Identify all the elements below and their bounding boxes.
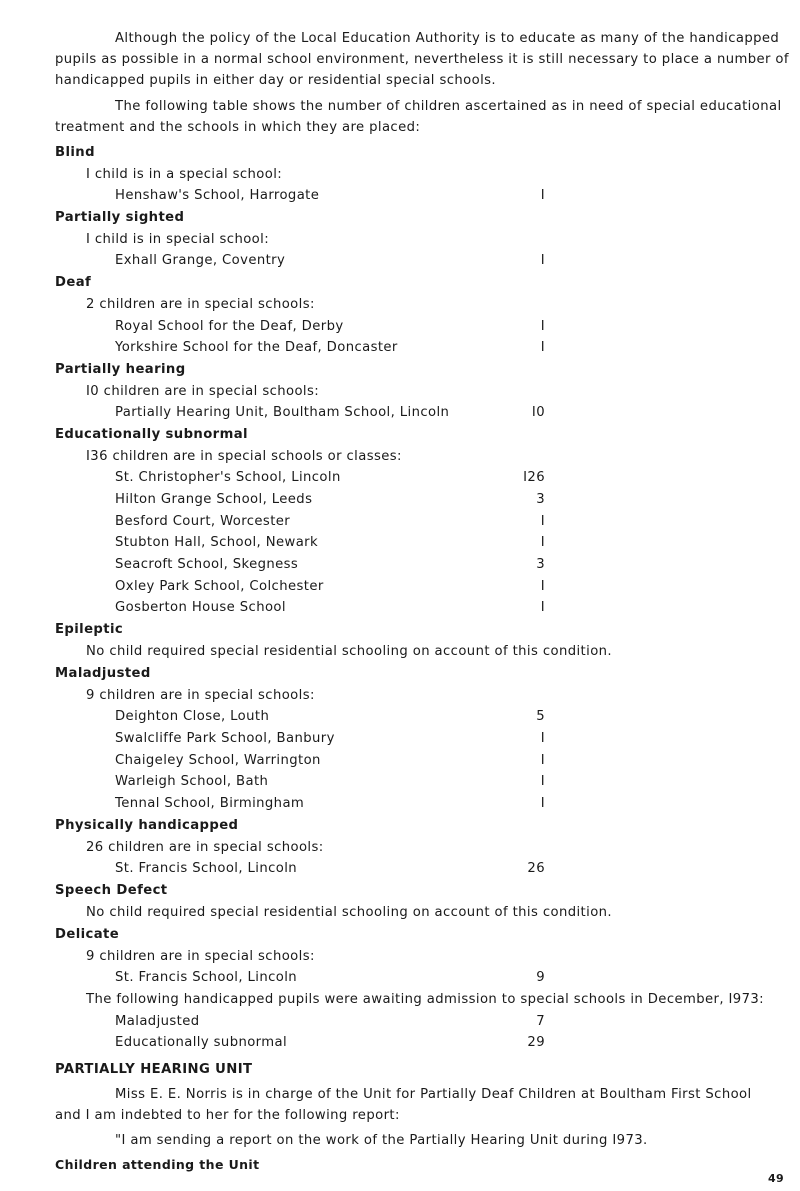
school-name: Chaigeley School, Warrington — [115, 753, 321, 768]
school-count: 26 — [527, 861, 545, 876]
section-summary: I child is in a special school: — [86, 167, 283, 182]
phu-paragraph-line: Miss E. E. Norris is in charge of the Unit for Partially Deaf Children at Boultham First School — [115, 1087, 752, 1102]
page-number: 49 — [768, 1172, 785, 1185]
section-heading: Physically handicapped — [55, 818, 239, 833]
school-count: I — [540, 600, 545, 615]
school-count: I — [540, 535, 545, 550]
awaiting-text: The following handicapped pupils were awaiting admission to special schools in December, I973: — [86, 992, 765, 1007]
awaiting-count: 29 — [527, 1035, 545, 1050]
school-count: 3 — [536, 492, 545, 507]
school-name: Henshaw's School, Harrogate — [115, 188, 320, 203]
section-heading: Delicate — [55, 927, 120, 942]
school-name: Stubton Hall, School, Newark — [115, 535, 319, 550]
phu-subheading: Children attending the Unit — [55, 1157, 260, 1172]
awaiting-count: 7 — [536, 1014, 545, 1029]
intro-line: pupils as possible in a normal school environment, nevertheless it is still necessary to place a number of — [55, 52, 789, 67]
section-heading: Partially sighted — [55, 210, 185, 225]
awaiting-label: Maladjusted — [115, 1014, 200, 1029]
section-heading: Partially hearing — [55, 362, 186, 377]
intro-line: handicapped pupils in either day or residential special schools. — [55, 73, 496, 88]
phu-paragraph-line: and I am indebted to her for the following report: — [55, 1108, 400, 1123]
school-name: Seacroft School, Skegness — [115, 557, 299, 572]
section-summary: 9 children are in special schools: — [86, 949, 315, 964]
school-count: I — [540, 753, 545, 768]
school-name: Deighton Close, Louth — [115, 709, 270, 724]
phu-quote: "I am sending a report on the work of the Partially Hearing Unit during I973. — [115, 1133, 648, 1148]
school-name: St. Francis School, Lincoln — [115, 970, 298, 985]
section-summary: 2 children are in special schools: — [86, 297, 315, 312]
section-heading: Epileptic — [55, 622, 124, 637]
intro-line: The following table shows the number of children ascertained as in need of special educational — [115, 99, 782, 114]
school-name: Royal School for the Deaf, Derby — [115, 319, 344, 334]
section-summary: No child required special residential schooling on account of this condition. — [86, 905, 613, 920]
school-count: I — [540, 579, 545, 594]
school-name: St. Christopher's School, Lincoln — [115, 470, 341, 485]
school-count: I — [540, 796, 545, 811]
school-name: Partially Hearing Unit, Boultham School, Lincoln — [115, 405, 450, 420]
intro-line: Although the policy of the Local Education Authority is to educate as many of the handicapped — [115, 31, 780, 46]
school-count: I0 — [531, 405, 545, 420]
school-name: Exhall Grange, Coventry — [115, 253, 286, 268]
school-name: Warleigh School, Bath — [115, 774, 269, 789]
school-count: 5 — [536, 709, 545, 724]
section-heading: Educationally subnormal — [55, 427, 248, 442]
school-count: 3 — [536, 557, 545, 572]
school-name: Yorkshire School for the Deaf, Doncaster — [115, 340, 398, 355]
section-summary: I36 children are in special schools or classes: — [86, 449, 402, 464]
section-summary: I child is in special school: — [86, 232, 270, 247]
section-summary: 9 children are in special schools: — [86, 688, 315, 703]
school-name: Besford Court, Worcester — [115, 514, 291, 529]
section-summary: 26 children are in special schools: — [86, 840, 324, 855]
school-count: I26 — [523, 470, 545, 485]
school-count: 9 — [536, 970, 545, 985]
school-count: I — [540, 188, 545, 203]
section-heading: Speech Defect — [55, 883, 168, 898]
section-summary: No child required special residential schooling on account of this condition. — [86, 644, 613, 659]
school-count: I — [540, 731, 545, 746]
section-heading: Blind — [55, 145, 95, 160]
school-count: I — [540, 253, 545, 268]
intro-line: treatment and the schools in which they are placed: — [55, 120, 421, 135]
section-heading: Deaf — [55, 275, 92, 290]
school-name: Hilton Grange School, Leeds — [115, 492, 313, 507]
school-count: I — [540, 514, 545, 529]
school-count: I — [540, 319, 545, 334]
awaiting-label: Educationally subnormal — [115, 1035, 288, 1050]
school-name: Swalcliffe Park School, Banbury — [115, 731, 335, 746]
phu-heading: PARTIALLY HEARING UNIT — [55, 1062, 253, 1077]
school-name: Gosberton House School — [115, 600, 286, 615]
school-name: St. Francis School, Lincoln — [115, 861, 298, 876]
school-count: I — [540, 774, 545, 789]
section-summary: I0 children are in special schools: — [86, 384, 320, 399]
school-name: Oxley Park School, Colchester — [115, 579, 324, 594]
school-count: I — [540, 340, 545, 355]
section-heading: Maladjusted — [55, 666, 151, 681]
school-name: Tennal School, Birmingham — [115, 796, 305, 811]
